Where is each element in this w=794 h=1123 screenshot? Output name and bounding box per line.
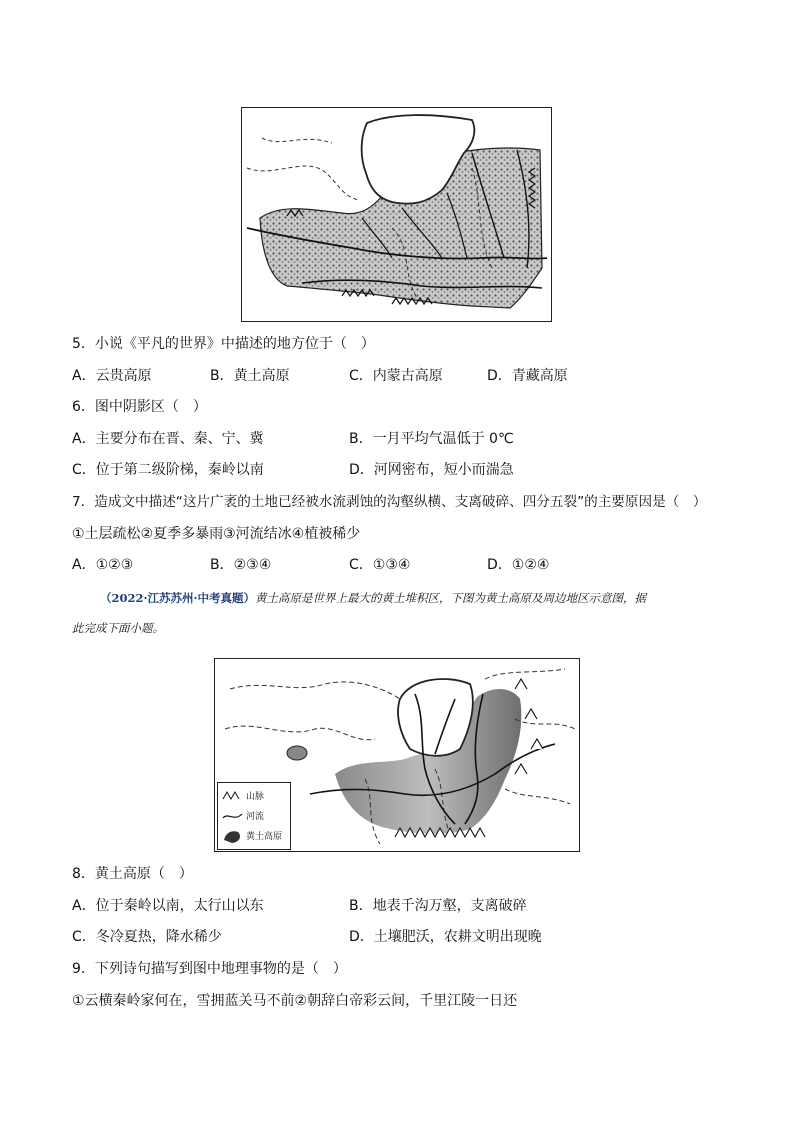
question-8-option-a[interactable]: A．位于秦岭以南，太行山以东 xyxy=(72,898,264,914)
source-tag: （2022·江苏苏州·中考真题） xyxy=(100,591,256,605)
question-8-stem: 8．黄土高原（ ） xyxy=(72,866,193,882)
map-loess-plateau-2 xyxy=(214,658,580,852)
question-6-option-c[interactable]: C．位于第二级阶梯，秦岭以南 xyxy=(72,462,264,478)
mountain-icon xyxy=(223,792,239,799)
intro-text-2: 此完成下面小题。 xyxy=(72,621,164,635)
legend-river-label: 河流 xyxy=(246,812,265,822)
river-icon xyxy=(223,814,242,818)
plateau-icon xyxy=(224,831,240,843)
question-6-stem: 6．图中阴影区（ ） xyxy=(72,399,207,415)
map-1-drawing xyxy=(242,108,551,321)
question-7-stem: 7．造成文中描述“这片广袤的土地已经被水流剥蚀的沟壑纵横、支离破碎、四分五裂”的主要原因是（ ） xyxy=(72,494,707,510)
material-intro-line-1 xyxy=(100,590,646,606)
question-7-option-d[interactable]: D．①②④ xyxy=(487,557,550,573)
ordos-block xyxy=(398,679,473,756)
question-5-option-b[interactable]: B．黄土高原 xyxy=(210,368,290,384)
question-7-option-a[interactable]: A．①②③ xyxy=(72,557,134,573)
question-7-option-b[interactable]: B．②③④ xyxy=(210,557,272,573)
question-8-option-c[interactable]: C．冬冷夏热，降水稀少 xyxy=(72,929,222,945)
question-5-option-c[interactable]: C．内蒙古高原 xyxy=(349,368,443,384)
question-8-option-d[interactable]: D．土壤肥沃，农耕文明出现晚 xyxy=(349,929,542,945)
question-5-option-a[interactable]: A．云贵高原 xyxy=(72,368,152,384)
legend-mountain-label: 山脉 xyxy=(246,792,265,802)
question-9-stem: 9．下列诗句描写到图中地理事物的是（ ） xyxy=(72,961,347,977)
question-6-option-a[interactable]: A．主要分布在晋、秦、宁、冀 xyxy=(72,431,264,447)
legend-plateau-label: 黄土高原 xyxy=(246,832,283,842)
legend-symbols xyxy=(222,788,244,844)
question-9-statements: ①云横秦岭家何在，雪拥蓝关马不前②朝辞白帝彩云间，千里江陵一日还 xyxy=(72,993,518,1009)
question-8-option-b[interactable]: B．地表千沟万壑，支离破碎 xyxy=(349,898,527,914)
question-5-option-d[interactable]: D．青藏高原 xyxy=(487,368,568,384)
intro-text-1: 黄土高原是世界上最大的黄土堆积区，下图为黄土高原及周边地区示意图，据 xyxy=(255,591,647,605)
question-7-option-c[interactable]: C．①③④ xyxy=(349,557,411,573)
question-5-stem: 5．小说《平凡的世界》中描述的地方位于（ ） xyxy=(72,336,375,352)
map-loess-plateau-1 xyxy=(241,107,552,322)
question-6-option-b[interactable]: B．一月平均气温低于 0℃ xyxy=(349,431,514,447)
question-6-option-d[interactable]: D．河网密布，短小而湍急 xyxy=(349,462,514,478)
question-7-statements: ①土层疏松②夏季多暴雨③河流结冰④植被稀少 xyxy=(72,526,361,542)
map-legend xyxy=(217,782,291,850)
